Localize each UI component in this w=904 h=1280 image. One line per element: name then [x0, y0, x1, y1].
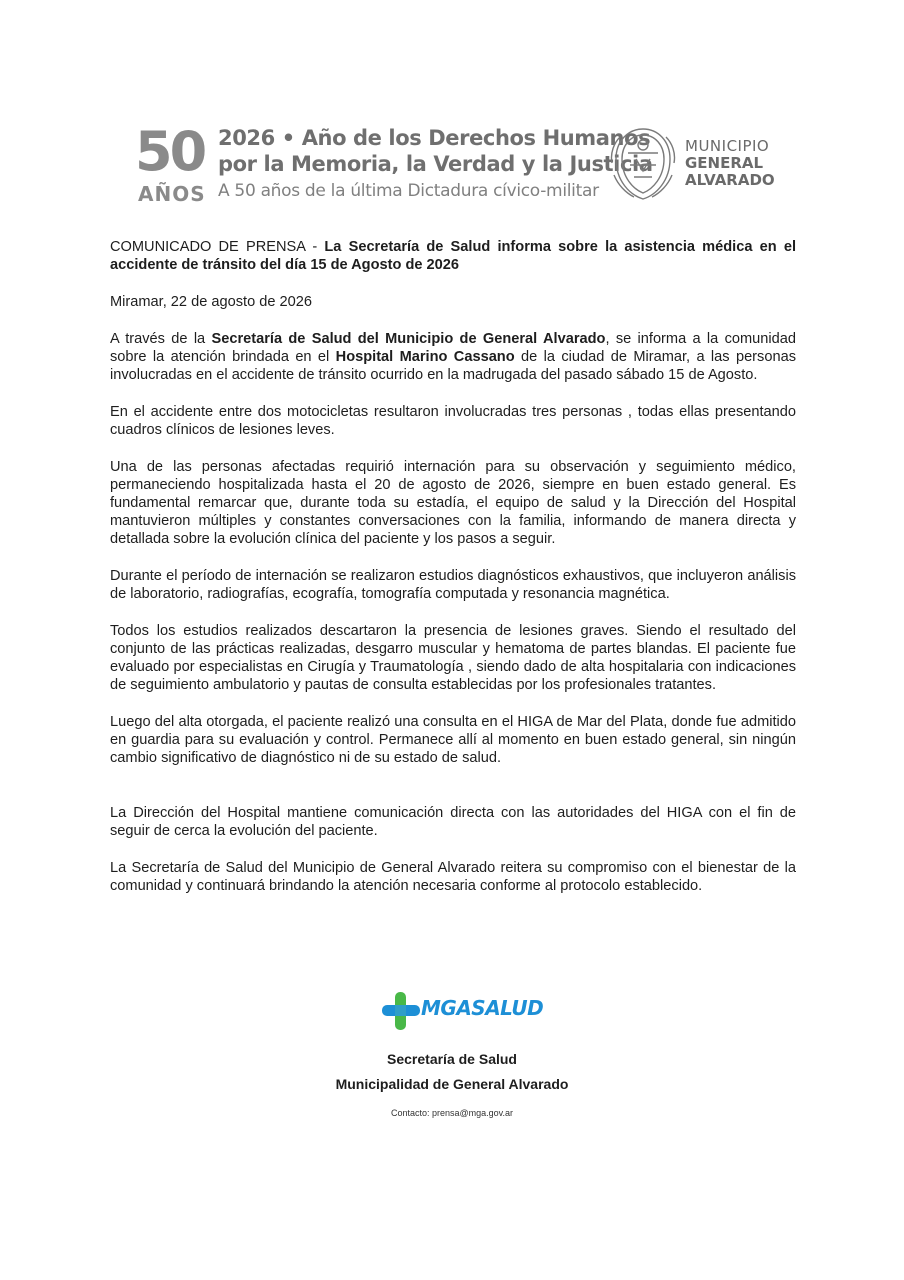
- headline-line1: 2026 • Año de los Derechos Humanos: [218, 126, 651, 150]
- municipio-line2: GENERAL: [685, 154, 764, 172]
- p1-bold-hospital: Hospital Marino Cassano: [335, 349, 515, 365]
- contact-email: Contacto: prensa@mga.gov.ar: [390, 1108, 514, 1118]
- paragraph-5: Todos los estudios realizados descartaron la presencia de lesiones graves. Siendo el resultado del conjunto de las prácticas realizadas, desgarro muscular y hematoma de partes blandas. El paciente fue evaluado por especialistas en Cirugía y Traumatología , siendo dado de alta hospitalaria con indicaciones de seguimiento ambulatorio y pautas de consulta establecidas por los profesionales tratantes.: [110, 623, 796, 693]
- headline: [218, 125, 653, 203]
- municipio-line1: MUNICIPIO: [685, 137, 770, 155]
- title-text: La Secretaría de Salud informa sobre la asistencia médica en el accidente de tránsito del día 15 de Agosto de 2026: [110, 239, 797, 273]
- logo-salud-text: SALUD: [471, 996, 544, 1020]
- paragraph-1: [110, 330, 796, 384]
- press-release-body: [110, 238, 796, 895]
- p1-bold-secretaria: Secretaría de Salud del Municipio de General Alvarado: [211, 331, 606, 347]
- title-label: COMUNICADO DE PRENSA -: [110, 239, 325, 255]
- headline-line2: por la Memoria, la Verdad y la Justicia: [218, 152, 653, 176]
- release-date: Miramar, 22 de agosto de 2026: [110, 294, 313, 310]
- p1-text-a: A través de la: [110, 331, 212, 347]
- p1-text-c: , se informa a la comunidad sobre la atención brindada en el: [110, 331, 796, 365]
- logo-number: 50: [135, 120, 205, 183]
- logo-mga-text: MGA: [421, 996, 472, 1020]
- headline-line3: A 50 años de la última Dictadura cívico-militar: [218, 181, 599, 201]
- signature-line2: Municipalidad de General Alvarado: [335, 1076, 569, 1092]
- paragraph-2: En el accidente entre dos motocicletas resultaron involucradas tres personas , todas ellas presentando cuadros clínicos de lesiones leves.: [110, 404, 796, 438]
- paragraph-7: La Dirección del Hospital mantiene comunicación directa con las autoridades del HIGA con el fin de seguir de cerca la evolución del paciente.: [110, 805, 796, 839]
- paragraph-3: Una de las personas afectadas requirió internación para su observación y seguimiento médico, permaneciendo hospitalizada hasta el 20 de agosto de 2026, siempre en buen estado general. Es fundamental remarcar que, durante toda su estadía, el equipo de salud y la Dirección del Hospital mantuvieron múltiples y constantes conversaciones con la familia, informando de manera directa y detallada sobre la evolución clínica del paciente y los pasos a seguir.: [110, 459, 796, 547]
- signature-line1: Secretaría de Salud: [387, 1051, 517, 1067]
- p1-text-e: de la ciudad de Miramar, a las personas involucradas en el accidente de tránsito ocurrido en la madrugada del pasado sábado 15 de Agosto.: [110, 349, 796, 383]
- logo-years: AÑOS: [138, 182, 206, 206]
- municipal-seal-icon: [608, 123, 678, 203]
- paragraph-8: La Secretaría de Salud del Municipio de General Alvarado reitera su compromiso con el bienestar de la comunidad y continuará brindando la atención necesaria conforme al protocolo establecido.: [110, 860, 796, 894]
- mga-salud-wordmark: [421, 996, 543, 1020]
- fifty-years-logo: [135, 120, 213, 208]
- paragraph-4: Durante el período de internación se realizaron estudios diagnósticos exhaustivos, que incluyeron análisis de laboratorio, radiografías, ecografía, tomografía computada y resonancia magnética.: [110, 568, 796, 602]
- municipio-line3: ALVARADO: [685, 171, 775, 189]
- mga-salud-logo: [381, 990, 544, 1032]
- press-release-title: [110, 238, 796, 274]
- health-cross-icon: [381, 990, 421, 1032]
- header-banner: [130, 120, 790, 208]
- paragraph-6: Luego del alta otorgada, el paciente realizó una consulta en el HIGA de Mar del Plata, donde fue admitido en guardia para su evaluación y control. Permanece allí al momento en buen estado general, sin ningún cambio significativo de diagnóstico ni de su estado de salud.: [110, 714, 796, 766]
- municipio-label: [685, 138, 775, 189]
